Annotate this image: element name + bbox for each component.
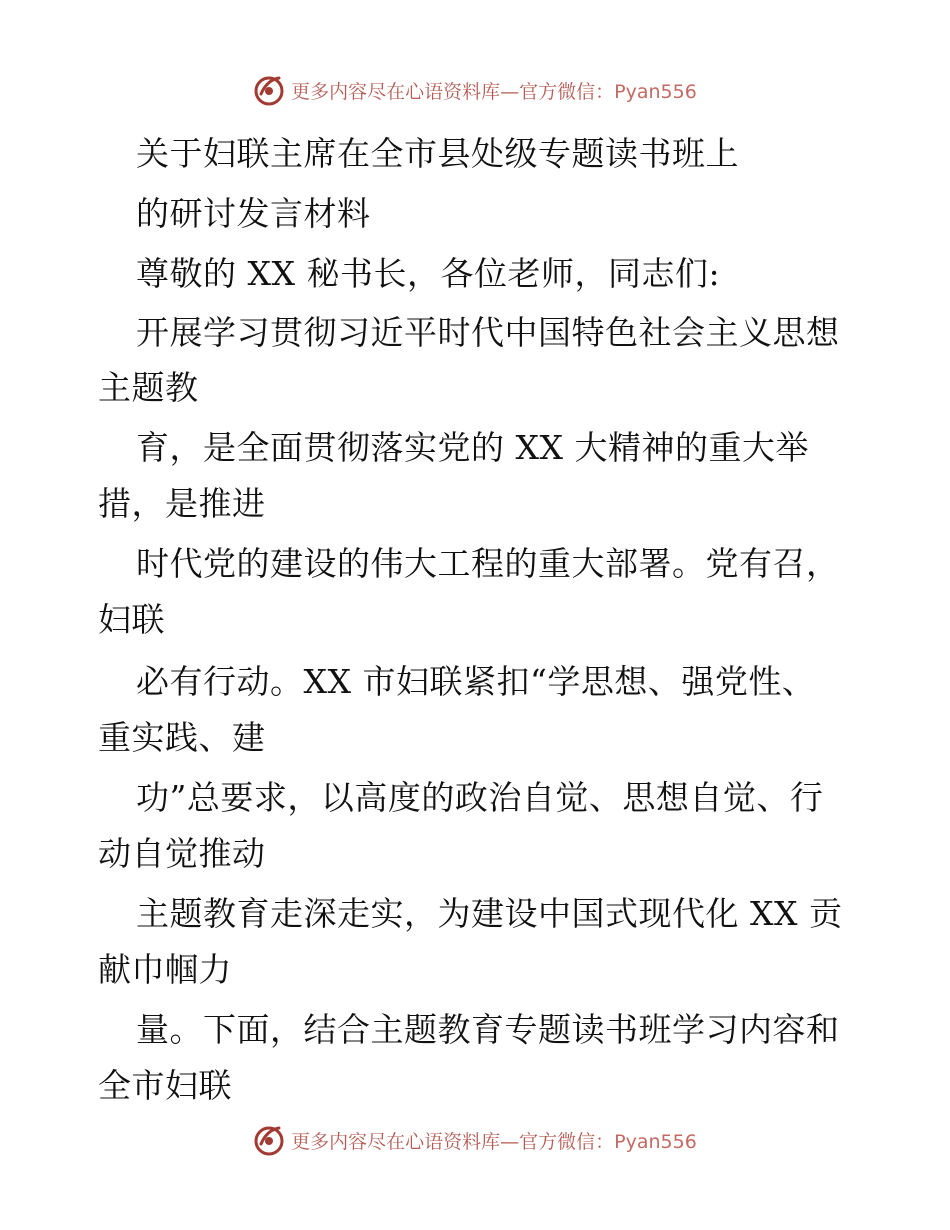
body-line: 必有行动。XX 市妇联紧扣“学思想、强党性、 <box>136 662 816 701</box>
pen-swirl-logo-icon <box>253 74 285 106</box>
body-line: 重实践、建 <box>98 718 266 757</box>
body-line: 献巾帼力 <box>98 950 232 989</box>
header-banner <box>0 70 950 110</box>
body-line: 妇联 <box>98 600 165 639</box>
body-line: 功”总要求，以高度的政治自觉、思想自觉、行 <box>136 778 824 817</box>
salutation-line: 尊敬的 XX 秘书长，各位老师，同志们: <box>136 254 721 293</box>
body-line: 主题教 <box>98 368 199 407</box>
body-line: 开展学习贯彻习近平时代中国特色社会主义思想 <box>136 313 840 352</box>
body-line: 主题教育走深走实，为建设中国式现代化 XX 贡 <box>136 894 843 933</box>
wechat-id: Pyan556 <box>614 80 697 103</box>
banner-label: 更多内容尽在心语资料库—官方微信： <box>291 80 615 103</box>
banner-inner <box>253 1124 697 1156</box>
title-line-2: 的研讨发言材料 <box>136 194 371 233</box>
title-line-1: 关于妇联主席在全市县处级专题读书班上 <box>136 134 739 173</box>
body-line: 育，是全面贯彻落实党的 XX 大精神的重大举 <box>136 428 809 467</box>
body-line: 动自觉推动 <box>98 834 266 873</box>
body-line: 时代党的建设的伟大工程的重大部署。党有召， <box>136 544 840 583</box>
wechat-id: Pyan556 <box>614 1130 697 1153</box>
banner-text <box>291 1127 697 1154</box>
body-line: 量。下面，结合主题教育专题读书班学习内容和 <box>136 1010 840 1049</box>
footer-banner <box>0 1120 950 1160</box>
body-line: 全市妇联 <box>98 1066 232 1105</box>
banner-inner <box>253 74 697 106</box>
pen-swirl-logo-icon <box>253 1124 285 1156</box>
banner-label: 更多内容尽在心语资料库—官方微信： <box>291 1130 615 1153</box>
banner-text <box>291 77 697 104</box>
body-line: 措，是推进 <box>98 484 266 523</box>
